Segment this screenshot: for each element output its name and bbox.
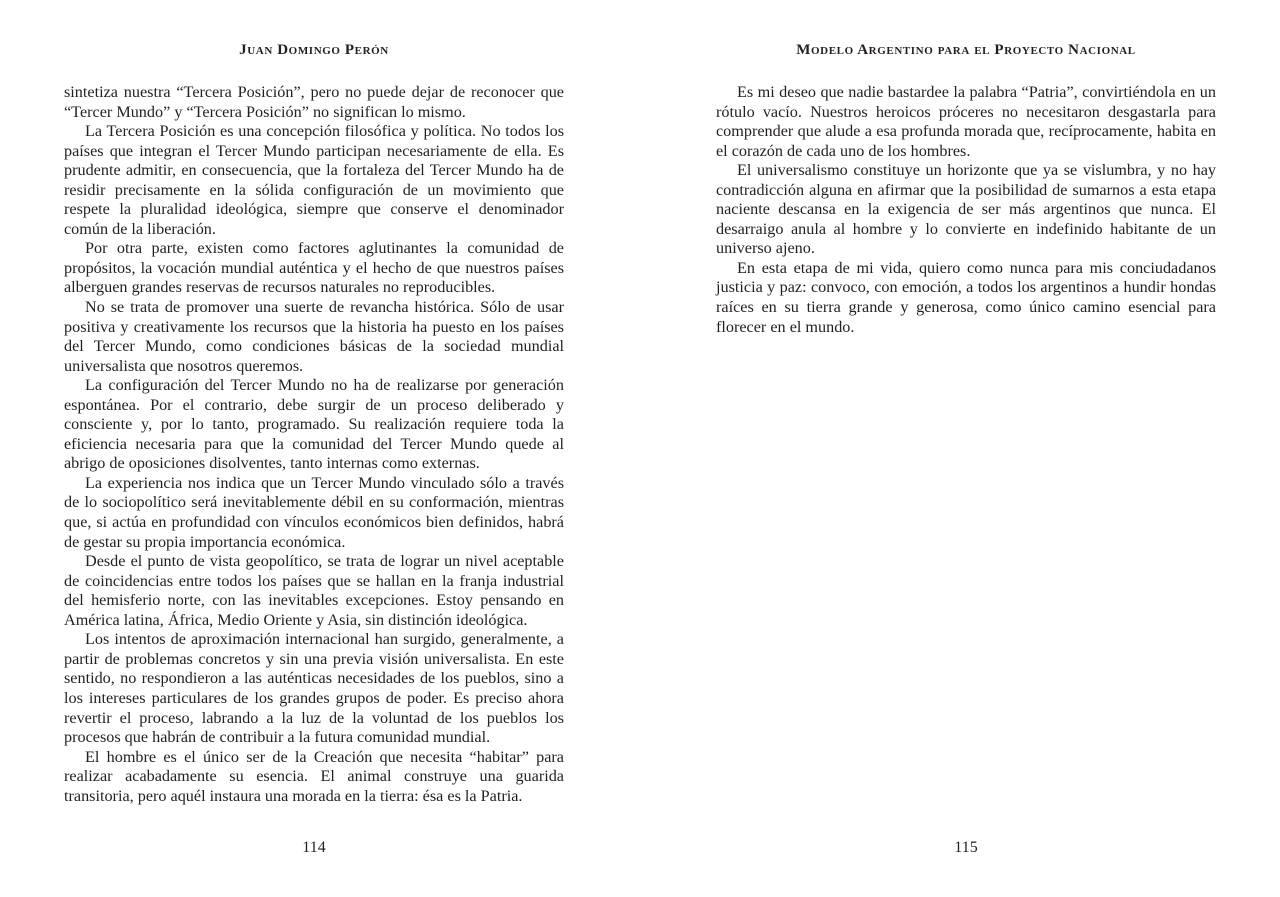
paragraph: No se trata de promover una suerte de revancha histórica. Sólo de usar positiva y creativamente los recursos que la historia ha puesto en los países del Tercer Mundo, como condiciones básicas de la sociedad mundial universalista que nosotros queremos. [64, 298, 564, 375]
right-page-body [716, 83, 1216, 337]
paragraph: Desde el punto de vista geopolítico, se trata de lograr un nivel aceptable de coincidencias entre todos los países que se hallan en la franja industrial del hemisferio norte, con las inevitables excepciones. Estoy pensando en América latina, África, Medio Oriente y Asia, sin distinción ideológica. [64, 552, 564, 629]
paragraph: En esta etapa de mi vida, quiero como nunca para mis conciudadanos justicia y paz: convoco, con emoción, a todos los argentinos a hundir hondas raíces en su tierra grande y generosa, como único camino esencial para florecer en el mundo. [716, 258, 1216, 336]
page-number: 114 [302, 839, 326, 856]
paragraph: Los intentos de aproximación internacional han surgido, generalmente, a partir de problemas concretos y sin una previa visión universalista. En este sentido, no respondieron a las auténticas necesidades de los pueblos, sino a los intereses particulares de los grandes grupos de poder. Es preciso ahora revertir el proceso, labrando a la luz de la voluntad de los pueblos los procesos que habrán de contribuir a la futura comunidad mundial. [64, 630, 564, 747]
paragraph: La configuración del Tercer Mundo no ha de realizarse por generación espontánea. Por el contrario, debe surgir de un proceso deliberado y consciente y, por lo tanto, programado. Su realización requiere toda la eficiencia necesaria para que la comunidad del Tercer Mundo quede al abrigo de oposiciones disolventes, tanto internas como externas. [64, 376, 564, 473]
paragraph: Es mi deseo que nadie bastardee la palabra “Patria”, convirtiéndola en un rótulo vacío. Nuestros heroicos próceres no necesitaron desgastarla para comprender que alude a esa profunda morada que, recíprocamente, habita en el corazón de cada uno de los hombres. [716, 83, 1216, 160]
page-number: 115 [954, 839, 978, 856]
right-page [716, 0, 1216, 897]
left-page [64, 0, 564, 897]
paragraph: Por otra parte, existen como factores aglutinantes la comunidad de propósitos, la vocación mundial auténtica y el hecho de que nuestros países alberguen grandes reservas de recursos naturales no reproducibles. [64, 239, 564, 297]
paragraph: sintetiza nuestra “Tercera Posición”, pero no puede dejar de reconocer que “Tercer Mundo” y “Tercera Posición” no significan lo mismo. [64, 83, 564, 121]
left-page-body [64, 83, 564, 806]
running-head-author: Juan Domingo Perón [239, 42, 389, 58]
paragraph: La Tercera Posición es una concepción filosófica y política. No todos los países que integran el Tercer Mundo participan necesariamente de ella. Es prudente admitir, en consecuencia, que la fortaleza del Tercer Mundo ha de residir precisamente en la sólida configuración de un movimiento que respete la pluralidad ideológica, siempre que conserve el denominador común de la liberación. [64, 122, 564, 238]
paragraph: La experiencia nos indica que un Tercer Mundo vinculado sólo a través de lo sociopolítico será inevitablemente débil en su conformación, mientras que, si actúa en profundidad con vínculos económicos bien definidos, habrá de gestar su propia importancia económica. [64, 473, 564, 551]
paragraph: El universalismo constituye un horizonte que ya se vislumbra, y no hay contradicción alguna en afirmar que la posibilidad de sumarnos a esta etapa naciente descansa en la exigencia de ser más argentinos que nunca. El desarraigo anula al hombre y lo convierte en indefinido habitante de un universo ajeno. [716, 161, 1216, 258]
paragraph: El hombre es el único ser de la Creación que necesita “habitar” para realizar acabadamente su esencia. El animal construye una guarida transitoria, pero aquél instaura una morada en la tierra: ésa es la Patria. [64, 747, 564, 805]
running-head-title: Modelo Argentino para el Proyecto Nacional [796, 42, 1136, 58]
